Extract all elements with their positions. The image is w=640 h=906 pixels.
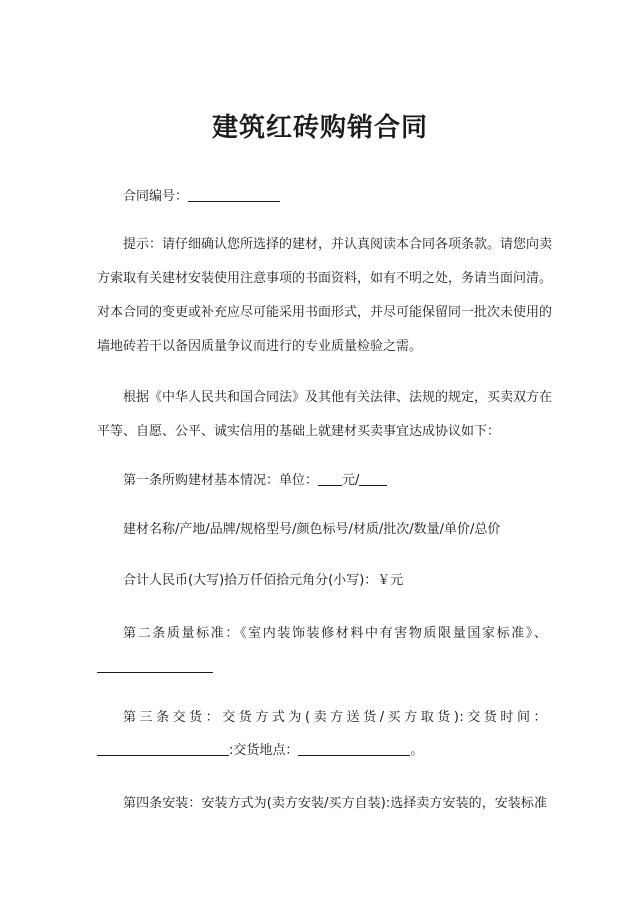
- article-1-line: [97, 471, 547, 491]
- contract-number-line: [97, 187, 547, 207]
- unit-blank-2: [359, 471, 387, 486]
- notice-line-4: 墙地砖若干以备因质量争议而进行的专业质量检验之需。: [97, 339, 423, 354]
- quality-standard-blank: [97, 658, 213, 673]
- notice-line-3: 对本合同的变更或补充应尽可能采用书面形式，并尽可能保留同一批次未使用的: [97, 305, 553, 320]
- notice-line-2: 方索取有关建材安装使用注意事项的书面资料，如有不明之处，务请当面问清。: [97, 271, 553, 286]
- article-1-columns: 建材名称/产地/品牌/规格型号/颜色标号/材质/批次/数量/单价/总价: [123, 522, 501, 537]
- delivery-place-label: :交货地点：: [229, 743, 299, 758]
- unit-blank-1: [318, 471, 342, 486]
- article-2-line: 第二条质量标准：《室内装饰装修材料中有害物质限量国家标准》、: [123, 626, 547, 641]
- delivery-place-blank: [298, 741, 410, 756]
- basis-line-1: 根据《中华人民共和国合同法》及其他有关法律、法规的规定，买卖双方在: [123, 390, 553, 405]
- basis-line-2: 平等、自愿、公平、诚实信用的基础上就建材买卖事宜达成协议如下：: [97, 424, 501, 439]
- article-4-line: 第四条安装：安装方式为(卖方安装/买方自装):选择卖方安装的，安装标准: [123, 796, 547, 811]
- document-title: 建筑红砖购销合同: [211, 113, 428, 143]
- article-1-unit: 元/: [342, 473, 360, 488]
- article-3-line-1: 第三条交货：交货方式为(卖方送货/买方取货):交货时间：: [123, 710, 547, 725]
- notice-line-1: 提示：请仔细确认您所选择的建材，并认真阅读本合同各项条款。请您向卖: [123, 237, 553, 252]
- article-3-end: 。: [410, 743, 424, 758]
- article-3-line-2: [97, 741, 547, 761]
- total-amount-line: 合计人民币(大写)拾万仟佰拾元角分(小写)：￥元: [123, 573, 404, 588]
- contract-number-label: 合同编号：: [123, 189, 189, 204]
- delivery-time-blank: [97, 741, 229, 756]
- article-1-label: 第一条所购建材基本情况：单位：: [123, 473, 319, 488]
- article-2-blank-line: [97, 658, 547, 678]
- contract-number-blank: [188, 187, 280, 202]
